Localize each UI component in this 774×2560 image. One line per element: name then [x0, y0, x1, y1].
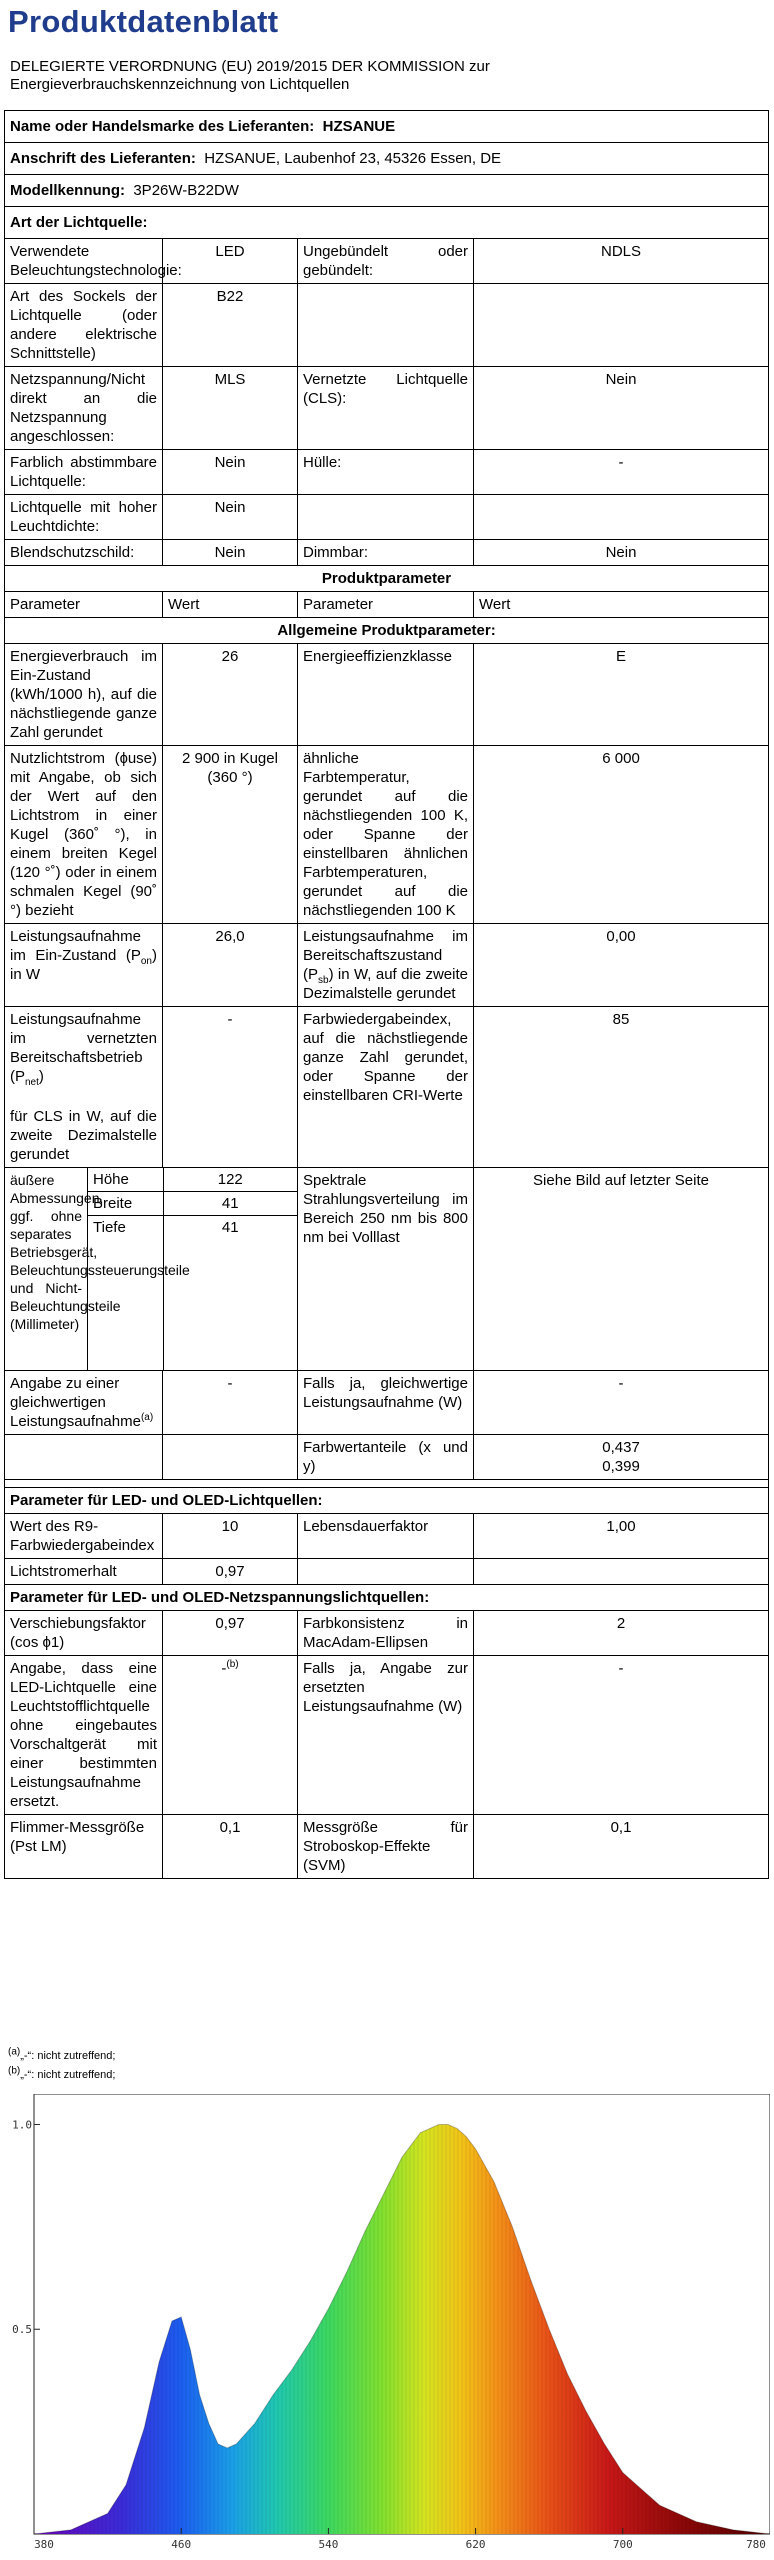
spectral-distribution-label: Spektrale Strahlungsverteilung im Bereich 250 nm bis 800 nm bei Volllast	[298, 1168, 474, 1371]
replacement-claim-value: -$^{(b)}$	[163, 1656, 298, 1815]
mains-value: MLS	[163, 367, 298, 450]
cap-label: Art des Sockels der Lichtquelle (oder andere elektrische Schnittstelle)	[5, 284, 163, 367]
equivalent-power-claim-label: Angabe zu einer gleichwertigen Leistungsaufnahme$^{(a)}$	[5, 1371, 163, 1435]
networked-standby-value: -	[163, 1007, 298, 1168]
supplier-name-label: Name oder Handelsmarke des Lieferanten:	[10, 118, 315, 135]
mains-label: Netzspannung/Nicht direkt an die Netzspannung angeschlossen:	[5, 367, 163, 450]
subtitle-line-2: Energieverbrauchskennzeichnung von Lichtquellen	[10, 76, 350, 93]
energy-class-value: E	[474, 644, 769, 746]
x-tick-label-540: 540	[318, 2538, 339, 2551]
regulation-subtitle	[10, 58, 750, 94]
x-tick-label-380: 380	[34, 2538, 54, 2551]
tech-value: LED	[163, 239, 298, 284]
cri-value: 85	[474, 1007, 769, 1168]
cls-value: Nein	[474, 367, 769, 450]
supplier-address-label: Anschrift des Lieferanten:	[10, 150, 196, 167]
model-row	[5, 175, 769, 207]
col-parameter-1: Parameter	[5, 592, 163, 618]
col-wert-2: Wert	[474, 592, 769, 618]
replacement-claim-label: Angabe, dass eine LED-Lichtquelle eine Leuchtstofflichtquelle ohne eingebautes Vorschaltgerät mit einer bestimmten Leistungsaufnahme ersetzt.	[5, 1656, 163, 1815]
dimmable-value: Nein	[474, 540, 769, 566]
cri-label: Farbwiedergabeindex, auf die nächstliegende ganze Zahl gerundet, oder Spanne der einstellbaren CRI-Werte	[298, 1007, 474, 1168]
y-tick-label-0.5: 0.5	[12, 2323, 32, 2337]
survival-factor-value: 1,00	[474, 1514, 769, 1559]
lumen-maintenance-value: 0,97	[163, 1559, 298, 1585]
dimensions-label: äußere Abmessungen, ggf. ohne separates Betriebsgerät, Beleuchtungssteuerungsteile und Nicht-Beleuchtungsteile (Millimeter)	[5, 1168, 88, 1371]
replacement-power-label: Falls ja, Angabe zur ersetzten Leistungsaufnahme (W)	[298, 1656, 474, 1815]
flicker-label: Flimmer-Messgröße (Pst LM)	[5, 1815, 163, 1879]
mains-params-heading: Parameter für LED- und OLED-Netzspannungslichtquellen:	[5, 1585, 769, 1611]
high-luminance-label: Lichtquelle mit hoher Leuchtdichte:	[5, 495, 163, 540]
svm-value: 0,1	[474, 1815, 769, 1879]
displacement-factor-value: 0,97	[163, 1611, 298, 1656]
standby-power-value: 0,00	[474, 924, 769, 1007]
cap-empty-1	[298, 284, 474, 367]
col-wert-1: Wert	[163, 592, 298, 618]
energy-consumption-label: Energieverbrauch im Ein-Zustand (kWh/1000 h), auf die nächstliegende ganze Zahl gerundet	[5, 644, 163, 746]
supplier-address: HZSANUE, Laubenhof 23, 45326 Essen, DE	[204, 150, 502, 167]
chroma-empty-2	[163, 1435, 298, 1480]
svm-label: Messgröße für Stroboskop-Effekte (SVM)	[298, 1815, 474, 1879]
light-source-type-heading: Art der Lichtquelle:	[5, 207, 769, 239]
survival-factor-label: Lebensdauerfaktor	[298, 1514, 474, 1559]
envelope-value: -	[474, 450, 769, 495]
high-lum-empty-1	[298, 495, 474, 540]
supplier-name: HZSANUE	[322, 118, 396, 135]
colour-tunable-label: Farblich abstimmbare Lichtquelle:	[5, 450, 163, 495]
product-params-heading: Produktparameter	[5, 566, 769, 592]
cct-value: 6 000	[474, 746, 769, 924]
colour-tunable-value: Nein	[163, 450, 298, 495]
spectral-distribution-value: Siehe Bild auf letzter Seite	[474, 1168, 769, 1371]
equivalent-power-claim-value: -	[163, 1371, 298, 1435]
r9-label: Wert des R9-Farbwiedergabeindex	[5, 1514, 163, 1559]
equivalent-power-label: Falls ja, gleichwertige Leistungsaufnahme (W)	[298, 1371, 474, 1435]
depth-value: 41	[221, 1219, 239, 1236]
useful-flux-value: 2 900 in Kugel (360 °)	[163, 746, 298, 924]
footnote-a: $^{(a)}$„-“: nicht zutreffend;	[8, 2046, 116, 2062]
col-parameter-2: Parameter	[298, 592, 474, 618]
colour-consistency-label: Farbkonsistenz in MacAdam-Ellipsen	[298, 1611, 474, 1656]
led-params-heading: Parameter für LED- und OLED-Lichtquellen:	[5, 1488, 769, 1514]
envelope-label: Hülle:	[298, 450, 474, 495]
on-mode-power-value: 26,0	[163, 924, 298, 1007]
bundled-label: Ungebündelt oder gebündelt:	[298, 239, 474, 284]
height-value: 122	[163, 1168, 297, 1192]
energy-consumption-value: 26	[163, 644, 298, 746]
cap-value: B22	[163, 284, 298, 367]
high-luminance-value: Nein	[163, 495, 298, 540]
x-tick-label-780: 780	[746, 2538, 766, 2551]
product-data-table	[4, 110, 769, 1879]
height-label: Höhe	[88, 1168, 163, 1192]
spectral-distribution-chart	[4, 2094, 770, 2554]
standby-power-label: Leistungsaufnahme im Bereitschaftszustand $(P_{sb})$ in W, auf die zweite Dezimalstelle gerundet	[298, 924, 474, 1007]
on-mode-power-label: Leistungsaufnahme im Ein-Zustand $(P_{on})$ in W	[5, 924, 163, 1007]
supplier-address-row	[5, 143, 769, 175]
footnote-b: $^{(b)}$„-“: nicht zutreffend;	[8, 2065, 116, 2081]
cap-empty-2	[474, 284, 769, 367]
chroma-y: 0,399	[602, 1458, 640, 1475]
glare-shield-value: Nein	[163, 540, 298, 566]
general-params-heading: Allgemeine Produktparameter:	[5, 618, 769, 644]
model-label: Modellkennung:	[10, 182, 125, 199]
x-tick-label-620: 620	[465, 2538, 486, 2551]
page-title: Produktdatenblatt	[8, 4, 279, 39]
flicker-value: 0,1	[163, 1815, 298, 1879]
tech-label: Verwendete Beleuchtungstechnologie:	[5, 239, 163, 284]
networked-standby-label: Leistungsaufnahme im vernetzten Bereitschaftsbetrieb $(P_{net})$ für CLS in W, auf die zweite Dezimalstelle gerundet	[5, 1007, 163, 1168]
supplier-name-row	[5, 111, 769, 143]
maint-empty-2	[474, 1559, 769, 1585]
glare-shield-label: Blendschutzschild:	[5, 540, 163, 566]
maint-empty-1	[298, 1559, 474, 1585]
cct-label: ähnliche Farbtemperatur, gerundet auf die nächstliegenden 100 K, oder Spanne der einstellbaren ähnlichen Farbtemperaturen, gerundet auf die nächstliegenden 100 K	[298, 746, 474, 924]
subtitle-line-1: DELEGIERTE VERORDNUNG (EU) 2019/2015 DER KOMMISSION zur	[10, 58, 490, 75]
cls-label: Vernetzte Lichtquelle (CLS):	[298, 367, 474, 450]
lumen-maintenance-label: Lichtstromerhalt	[5, 1559, 163, 1585]
chroma-empty-1	[5, 1435, 163, 1480]
x-tick-label-700: 700	[612, 2538, 633, 2551]
useful-flux-label: Nutzlichtstrom (ɸuse) mit Angabe, ob sich der Wert auf den Lichtstrom in einer Kugel (360˚ °), in einem breiten Kegel (120 °˚) oder in einem schmalen Kegel (90˚ °) bezieht	[5, 746, 163, 924]
spacer-row	[5, 1480, 769, 1488]
y-tick-label-1.0: 1.0	[12, 2118, 32, 2132]
r9-value: 10	[163, 1514, 298, 1559]
x-tick-label-460: 460	[171, 2538, 192, 2551]
high-lum-empty-2	[474, 495, 769, 540]
colour-consistency-value: 2	[474, 1611, 769, 1656]
width-label: Breite	[88, 1192, 163, 1216]
chromaticity-label: Farbwertanteile (x und y)	[298, 1435, 474, 1480]
chroma-x: 0,437	[602, 1439, 640, 1456]
width-value: 41	[163, 1192, 297, 1216]
bundled-value: NDLS	[474, 239, 769, 284]
replacement-power-value: -	[474, 1656, 769, 1815]
displacement-factor-label: Verschiebungsfaktor (cos ϕ1)	[5, 1611, 163, 1656]
equivalent-power-value: -	[474, 1371, 769, 1435]
model-id: 3P26W-B22DW	[133, 182, 239, 199]
chromaticity-value	[474, 1435, 769, 1480]
energy-class-label: Energieeffizienzklasse	[298, 644, 474, 746]
depth-label: Tiefe	[88, 1216, 163, 1371]
dimmable-label: Dimmbar:	[298, 540, 474, 566]
